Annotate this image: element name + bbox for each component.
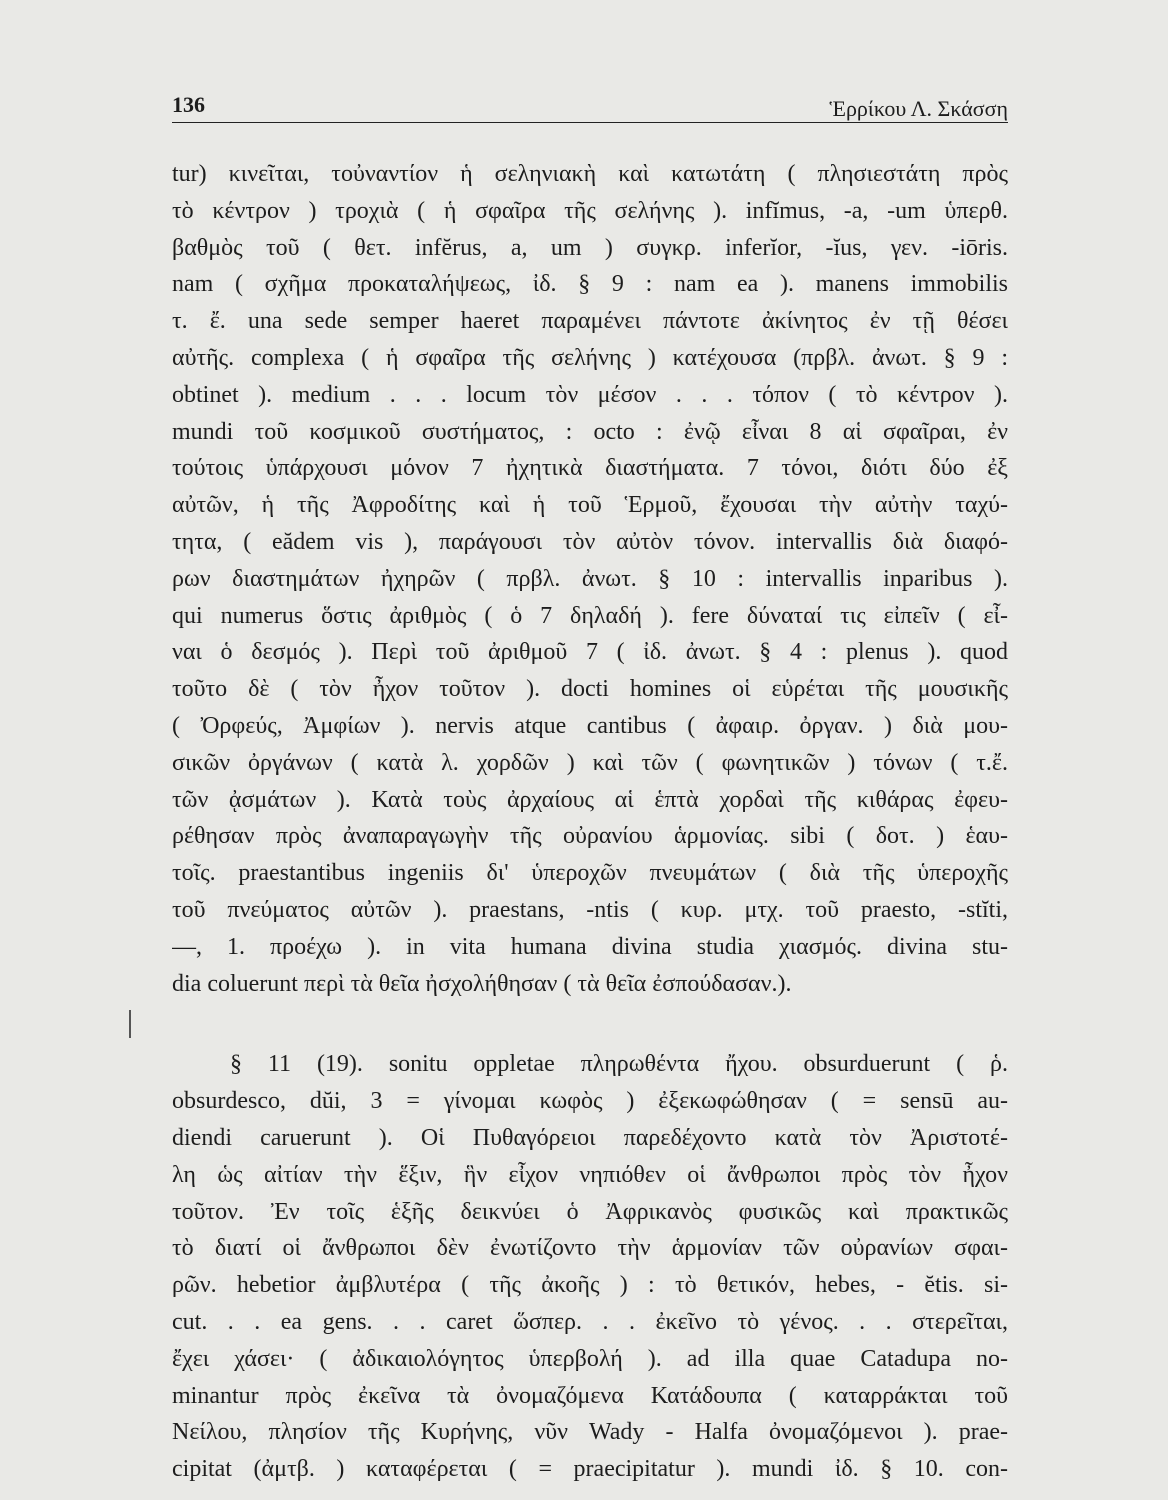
text-line: cut. . . ea gens. . . caret ὥσπερ. . . ἐκεῖνο τὸ γένος. . . στερεῖται, [172,1308,1008,1335]
text-line: τῶν ᾀσμάτων ). Κατὰ τοὺς ἀρχαίους αἱ ἑπτὰ χορδαὶ τῆς κιθάρας ἐφευ- [172,786,1008,813]
paragraph-1 [172,156,1008,1002]
text-line: τ. ἔ. una sede semper haeret παραμένει πάντοτε ἀκίνητος ἐν τῇ θέσει [172,308,1008,335]
text-line: τοῦτο δὲ ( τὸν ἦχον τοῦτον ). docti homines οἱ εὑρέται τῆς μουσικῆς [172,676,1008,703]
text-line: ρέθησαν πρὸς ἀναπαραγωγὴν τῆς οὐρανίου ἁρμονίας. sibi ( δοτ. ) ἑαυ- [172,823,1008,850]
text-line: diendi caruerunt ). Οἱ Πυθαγόρειοι παρεδέχοντο κατὰ τὸν Ἀριστοτέ- [172,1124,1008,1151]
paragraph-gap [172,1002,1008,1046]
text-line: cipitat (ἀμτβ. ) καταφέρεται ( = praecipitatur ). mundi ἰδ. § 10. con- [172,1456,1008,1483]
paragraph-2 [172,1046,1008,1488]
text-line: qui numerus ὅστις ἀριθμὸς ( ὁ 7 δηλαδή ). fere δύναταί τις εἰπεῖν ( εἶ- [172,602,1008,629]
text-line: ρων διαστημάτων ἠχηρῶν ( πρβλ. ἀνωτ. § 10 : intervallis inparibus ). [172,565,1008,592]
text-line: ( Ὀρφεύς, Ἀμφίων ). nervis atque cantibus ( ἀφαιρ. ὀργαν. ) διὰ μου- [172,712,1008,739]
text-line: τοῦτον. Ἐν τοῖς ἑξῆς δεικνύει ὁ Ἀφρικανὸς φυσικῶς καὶ πρακτικῶς [172,1198,1008,1225]
text-line: nam ( σχῆμα προκαταλήψεως, ἰδ. § 9 : nam ea ). manens immobilis [172,271,1008,298]
text-line: τὸ κέντρον ) τροχιὰ ( ἡ σφαῖρα τῆς σελήνης ). infĭmus, -a, -um ὑπερθ. [172,197,1008,224]
text-line: ἔχει χάσει· ( ἀδικαιολόγητος ὑπερβολή ). ad illa quae Catadupa no- [172,1345,1008,1372]
text-line: αὐτῶν, ἡ τῆς Ἀφροδίτης καὶ ἡ τοῦ Ἑρμοῦ, ἔχουσαι τὴν αὐτὴν ταχύ- [172,492,1008,519]
text-line: mundi τοῦ κοσμικοῦ συστήματος, : octo : ἐνῷ εἶναι 8 αἱ σφαῖραι, ἐν [172,418,1008,445]
text-line: ρῶν. hebetior ἀμβλυτέρα ( τῆς ἀκοῆς ) : τὸ θετικόν, hebes, - ĕtis. si- [172,1272,1008,1299]
text-line: τὸ διατί οἱ ἄνθρωποι δὲν ἐνωτίζοντο τὴν ἁρμονίαν τῶν οὐρανίων σφαι- [172,1235,1008,1262]
running-head: Ἑρρίκου Λ. Σκάσση [829,96,1008,121]
page-number: 136 [172,92,205,117]
text-line: βαθμὸς τοῦ ( θετ. infĕrus, a, um ) συγκρ. inferĭor, -ĭus, γεν. -iōris. [172,234,1008,261]
text-line: ναι ὁ δεσμός ). Περὶ τοῦ ἀριθμοῦ 7 ( ἰδ. ἀνωτ. § 4 : plenus ). quod [172,639,1008,666]
text-line: § 11 (19). sonitu oppletae πληρωθέντα ἤχου. obsurduerunt ( ῥ. [230,1051,1008,1078]
text-line: obtinet ). medium . . . locum τὸν μέσον . . . τόπον ( τὸ κέντρον ). [172,381,1008,408]
text-line: obsurdesco, dŭi, 3 = γίνομαι κωφὸς ) ἐξεκωφώθησαν ( = sensū au- [172,1088,1008,1115]
text-line: —, 1. προέχω ). in vita humana divina studia χιασμός. divina stu- [172,933,1008,960]
text-line: σικῶν ὀργάνων ( κατὰ λ. χορδῶν ) καὶ τῶν ( φωνητικῶν ) τόνων ( τ.ἔ. [172,749,1008,776]
text-line: αὐτῆς. complexa ( ἡ σφαῖρα τῆς σελήνης ) κατέχουσα (πρβλ. ἀνωτ. § 9 : [172,344,1008,371]
text-line: τούτοις ὑπάρχουσι μόνον 7 ἠχητικὰ διαστήματα. 7 τόνοι, διότι δύο ἐξ [172,455,1008,482]
text-line: dia coluerunt περὶ τὰ θεῖα ἠσχολήθησαν ( τὰ θεῖα ἐσπούδασαν.). [172,970,792,997]
text-line: tur) κινεῖται, τοὐναντίον ἡ σεληνιακὴ καὶ κατωτάτη ( πλησιεστάτη πρὸς [172,161,1008,187]
text-line: λη ὡς αἰτίαν τὴν ἕξιν, ἣν εἶχον νηπιόθεν οἱ ἄνθρωποι πρὸς τὸν ἦχον [172,1161,1008,1188]
text-line: τοῦ πνεύματος αὐτῶν ). praestans, -ntis ( κυρ. μτχ. τοῦ praesto, -stĭti, [172,896,1008,923]
body-text [172,156,1008,1488]
text-line: τοῖς. praestantibus ingeniis δι' ὑπεροχῶν πνευμάτων ( διὰ τῆς ὑπεροχῆς [172,860,1008,887]
text-line: τητα, ( eădem vis ), παράγουσι τὸν αὐτὸν τόνον. intervallis διὰ διαφό- [172,528,1008,555]
page-header [172,92,1008,123]
text-line: minantur πρὸς ἐκεῖνα τὰ ὀνομαζόμενα Κατάδουπα ( καταρράκται τοῦ [172,1382,1008,1409]
margin-mark [129,1010,131,1038]
text-line: Νείλου, πλησίον τῆς Κυρήνης, νῦν Wady - Halfa ὀνομαζόμενοι ). prae- [172,1419,1008,1446]
